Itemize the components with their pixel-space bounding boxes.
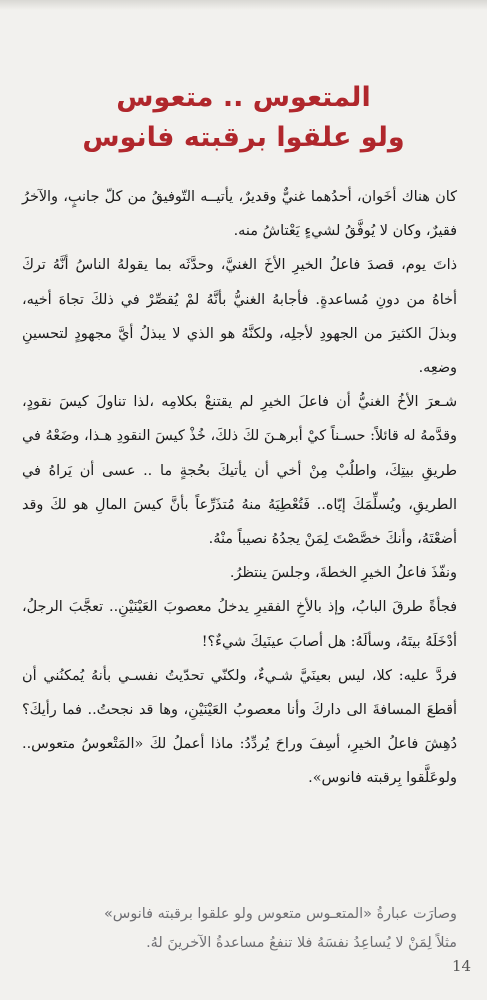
paragraph-4: ونفّذَ فاعلُ الخيرِ الخطةَ، وجلسَ ينتظرُ. (229, 565, 457, 582)
paragraph-5: فجأةً طرقَ البابُ، وإذ بالأخِ الفقيرِ يدخلُ معصوبَ العَيْنَيْنِ.. تعجَّبَ الرجلُ، أدْخَلَهُ بيتَهُ، وسألَهُ: هل أصابَ عينَيكَ شيءٌ؟! (22, 599, 457, 650)
paragraph-6: فردَّ عليه: كلا، ليس بعينَيَّ شـيءٌ، ولكنّي تحدّيتُ نفسـي بأنهُ يُمكنُني أن أقطعَ المسافةَ الى داركَ وأنا معصوبُ العَيْنَيْنِ، وها قد نجحتُ.. فما رأيكَ؟ دُهِشَ فاعلُ الخيرِ، أسِفَ وراحَ يُردِّدُ: ماذا أعملُ لكَ «المَتْعوسُ متعوس.. ولوعَلَّقوا بِرقبته فانوس». (22, 667, 457, 787)
title-line-2: ولو علقوا برقبته فانوس (82, 122, 405, 153)
page-top-shadow (0, 0, 487, 10)
paragraph-1: كان هناك أخَوان، أحدُهما غنيٌّ وقديرٌ، يأتيــه التّوفيقُ من كلّ جانبٍ، والآخرُ فقيرٌ، وكان لا يُوفَّقُ لشيءٍ يَعْتاشُ منه. (22, 189, 457, 240)
title-line-1: المتعوس .. متعوس (116, 82, 371, 113)
paragraph-3: شـعرَ الأخُ الغنيُّ أن فاعلَ الخيرِ لم يقتنعْ بكلامِه ،لذا تناولَ كيسَ نقودٍ، وقدَّمهُ له قائلاً: حسـناً كيْ أبرهـنَ لكَ ذلكَ، خُذْ كيسَ النقودِ هـذا، وضَعْهُ في طريقِ بيتِكَ، واطلُبْ مِنْ أخي أن يأتيكَ بحُجةٍ ما .. عسى أن يَراهُ في الطريقِ، ويُسلِّمَكَ إيّاه.. فَتُعْطِيَهُ منهُ مُتذَرِّعاً بأنَّ كيسَ المالِ هو لكَ وقد أضعْتَهُ، وأنكَ خصَّصْتَ لِمَنْ يجدُهُ نصيباً منْهُ. (22, 394, 457, 548)
closing-line-2: مثلاً لِمَنْ لا يُساعِدُ نفسَهُ فلا تنفعُ مساعدةُ الآخرينَ لهُ. (146, 935, 457, 951)
story-title (40, 78, 447, 158)
paragraph-2: ذاتَ يوم، قصدَ فاعلُ الخيرِ الأخَ الغنيَّ، وحدَّثَه بما يقولهُ الناسُ أنَّهُ تركَ أخاهُ من دونِ مُساعدةٍ. فأجابهُ الغنيُّ بأنَّهُ لمْ يُقصِّرْ في ذلكَ تجاهَ أخيه، وبذلَ الكثيرَ من الجهودِ لأجلِه، ولكنَّهُ هو الذي لا يبذلُ أيَّ مجهودٍ لتحسينِ وضعِه. (22, 257, 457, 377)
moral-closing (22, 900, 457, 958)
page-number: 14 (452, 957, 472, 975)
story-body (22, 180, 457, 796)
closing-line-1: وصارَت عبارةُ «المتعـوس متعوس ولو علقوا برقبته فانوس» (103, 906, 457, 922)
